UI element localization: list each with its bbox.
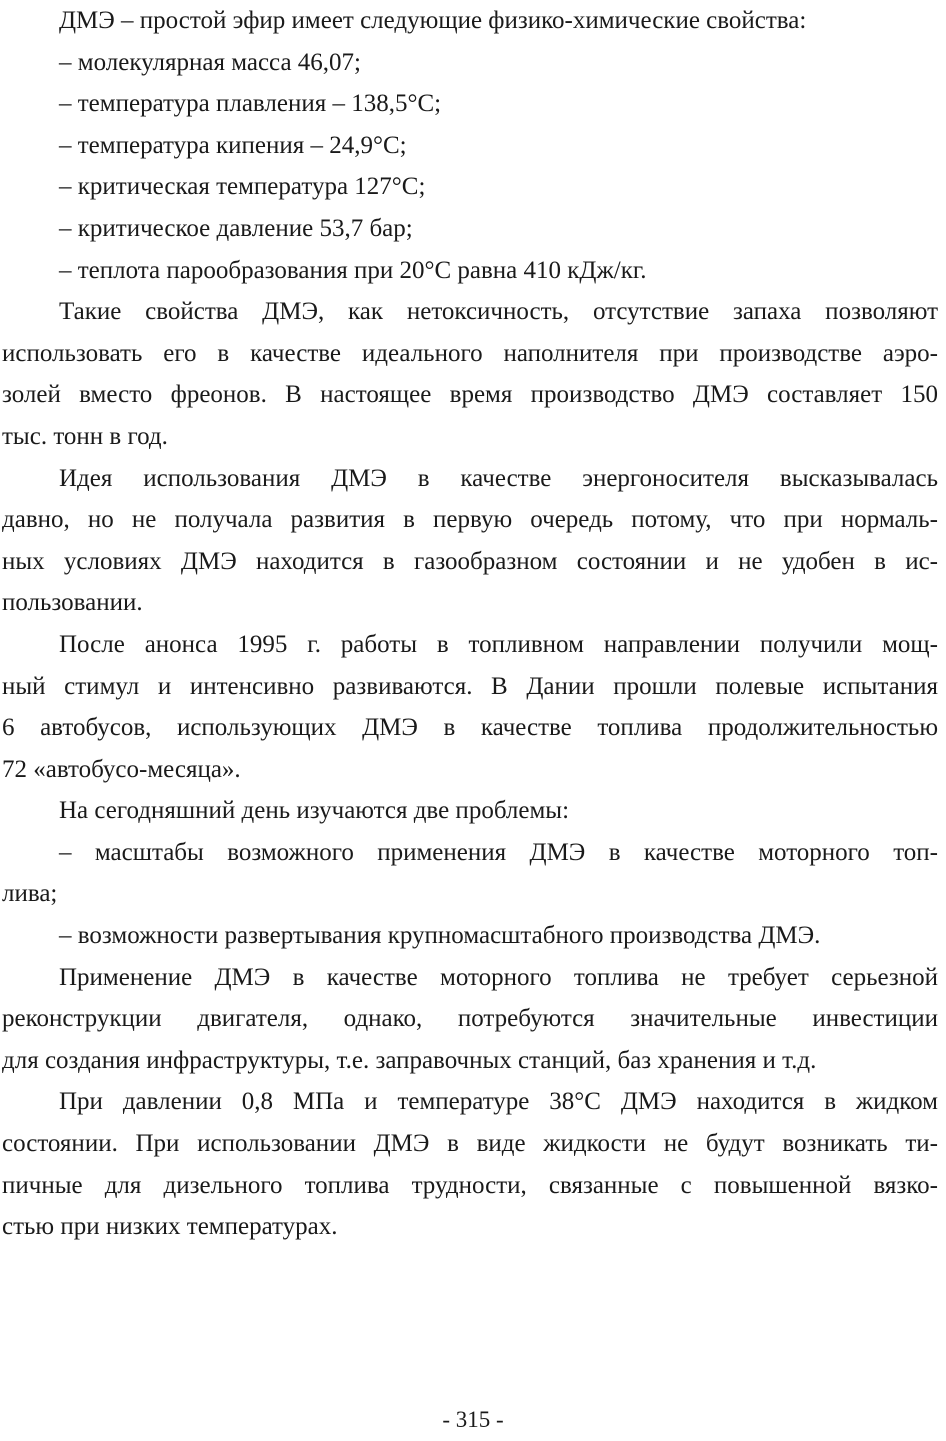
list-item: – температура плавления – 138,5°С;	[59, 90, 442, 118]
text-line: реконструкции двигателя, однако, потребуются значительные инвестиции	[2, 1005, 938, 1033]
list-item: – молекулярная масса 46,07;	[59, 48, 361, 76]
page-number: - 315 -	[442, 1407, 504, 1432]
text-line: 72 «автобусо-месяца».	[2, 755, 241, 783]
list-item: – возможности развертывания крупномасштабного производства ДМЭ.	[59, 922, 821, 950]
list-item: – теплота парообразования при 20°С равна 410 кДж/кг.	[59, 256, 647, 284]
text-line: стью при низких температурах.	[2, 1213, 338, 1241]
text-line: давно, но не получала развития в первую очередь потому, что при нормаль-	[2, 506, 938, 534]
text-line: Такие свойства ДМЭ, как нетоксичность, отсутствие запаха позволяют	[59, 298, 938, 326]
text-line: состоянии. При использовании ДМЭ в виде жидкости не будут возникать ти-	[2, 1130, 938, 1158]
document-page	[2, 0, 938, 1248]
list-item: – критическое давление 53,7 бар;	[59, 214, 413, 242]
text-line: 6 автобусов, использующих ДМЭ в качестве топлива продолжительностью	[2, 714, 938, 742]
text-line: ных условиях ДМЭ находится в газообразном состоянии и не удобен в ис-	[2, 547, 938, 575]
list-item: – критическая температура 127°С;	[59, 173, 426, 201]
text-line: На сегодняшний день изучаются две проблемы:	[59, 797, 570, 825]
text-line: для создания инфраструктуры, т.е. заправочных станций, баз хранения и т.д.	[2, 1046, 817, 1074]
list-item: лива;	[2, 880, 58, 908]
text-line: тыс. тонн в год.	[2, 422, 168, 450]
text-line: пичные для дизельного топлива трудности, связанные с повышенной вязко-	[2, 1171, 938, 1199]
text-line: При давлении 0,8 МПа и температуре 38°С ДМЭ находится в жидком	[59, 1088, 938, 1116]
list-item: – температура кипения – 24,9°С;	[59, 131, 407, 159]
text-line: золей вместо фреонов. В настоящее время производство ДМЭ составляет 150	[2, 381, 938, 409]
text-line: Применение ДМЭ в качестве моторного топлива не требует серьезной	[59, 963, 938, 991]
text-line: ный стимул и интенсивно развиваются. В Дании прошли полевые испытания	[2, 672, 938, 700]
text-line: пользовании.	[2, 589, 143, 617]
text-line: использовать его в качестве идеального наполнителя при производстве аэро-	[2, 339, 938, 367]
text-line: После анонса 1995 г. работы в топливном направлении получили мощ-	[59, 630, 938, 658]
text-line: Идея использования ДМЭ в качестве энергоносителя высказывалась	[59, 464, 938, 492]
list-item: – масштабы возможного применения ДМЭ в качестве моторного топ-	[59, 838, 938, 866]
text-line: ДМЭ – простой эфир имеет следующие физико-химические свойства:	[59, 7, 807, 34]
